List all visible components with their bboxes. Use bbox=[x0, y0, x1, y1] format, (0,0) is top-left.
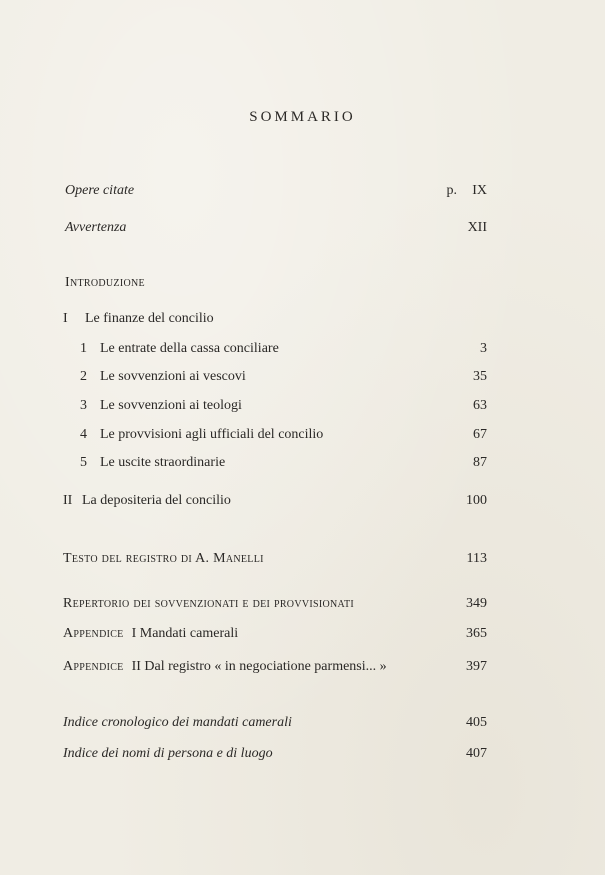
page-title: SOMMARIO bbox=[249, 109, 356, 125]
toc-item bbox=[0, 395, 605, 417]
section-heading: Introduzione bbox=[65, 275, 145, 290]
toc-appendix-label bbox=[63, 656, 387, 678]
toc-item bbox=[0, 338, 605, 360]
toc-label: Le entrate della cassa conciliare bbox=[100, 341, 279, 356]
toc-appendix bbox=[0, 656, 605, 678]
item-number: 1 bbox=[80, 341, 87, 356]
toc-label: Le sovvenzioni ai teologi bbox=[100, 398, 242, 413]
item-number: 3 bbox=[80, 398, 87, 413]
toc-appendix bbox=[0, 623, 605, 645]
toc-label: Testo del registro di A. Manelli bbox=[63, 551, 264, 566]
toc-item-label bbox=[80, 452, 225, 474]
toc-label: Avvertenza bbox=[65, 220, 127, 235]
toc-page: 63 bbox=[473, 398, 487, 413]
toc-label: Indice cronologico dei mandati camerali bbox=[63, 715, 292, 730]
toc-index bbox=[0, 743, 605, 765]
toc-item bbox=[0, 424, 605, 446]
toc-index bbox=[0, 712, 605, 734]
toc-entry-opere-citate bbox=[0, 180, 605, 202]
toc-section-repertorio bbox=[0, 593, 605, 615]
roman-numeral: I bbox=[63, 311, 68, 326]
toc-item-label bbox=[80, 338, 279, 360]
toc-item-label bbox=[80, 424, 323, 446]
roman-numeral: II bbox=[63, 493, 73, 508]
toc-page: 87 bbox=[473, 455, 487, 470]
appendix-word: Appendice bbox=[63, 659, 124, 674]
toc-label: Opere citate bbox=[65, 183, 135, 198]
toc-page: 405 bbox=[466, 715, 487, 730]
item-number: 5 bbox=[80, 455, 87, 470]
toc-label: Le finanze del concilio bbox=[85, 311, 214, 326]
toc-page: 365 bbox=[466, 626, 487, 641]
toc-page: XII bbox=[467, 220, 487, 235]
toc-appendix-label bbox=[63, 623, 238, 645]
toc-page: 100 bbox=[466, 493, 487, 508]
toc-part-label bbox=[63, 308, 214, 330]
toc-label: Le uscite straordinarie bbox=[100, 455, 226, 470]
toc-page: 349 bbox=[466, 596, 487, 611]
toc-label: Indice dei nomi di persona e di luogo bbox=[63, 746, 273, 761]
toc-label: La depositeria del concilio bbox=[82, 493, 231, 508]
toc-part-ii bbox=[0, 490, 605, 512]
toc-page: 67 bbox=[473, 427, 487, 442]
page-prefix: p. bbox=[446, 183, 457, 198]
toc-label: Le sovvenzioni ai vescovi bbox=[100, 369, 246, 384]
toc-item bbox=[0, 366, 605, 388]
toc-label: II Dal registro « in negociatione parmensi... » bbox=[131, 659, 387, 674]
toc-item bbox=[0, 452, 605, 474]
toc-entry-avvertenza bbox=[0, 217, 605, 239]
item-number: 4 bbox=[80, 427, 87, 442]
toc-section-testo bbox=[0, 548, 605, 570]
toc-page: 113 bbox=[466, 551, 487, 566]
appendix-word: Appendice bbox=[63, 626, 124, 641]
toc-item-label bbox=[80, 395, 242, 417]
toc-label: Le provvisioni agli ufficiali del concilio bbox=[100, 427, 324, 442]
toc-page: IX bbox=[472, 183, 487, 198]
toc-page: 397 bbox=[466, 659, 487, 674]
toc-page: 35 bbox=[473, 369, 487, 384]
toc-part-label bbox=[63, 490, 231, 512]
toc-label: I Mandati camerali bbox=[131, 626, 239, 641]
toc-label: Repertorio dei sovvenzionati e dei provvisionati bbox=[63, 596, 354, 611]
toc-part-i bbox=[0, 308, 605, 330]
toc-section-introduzione bbox=[0, 272, 605, 294]
toc-page: 3 bbox=[480, 341, 487, 356]
toc-page: 407 bbox=[466, 746, 487, 761]
toc-item-label bbox=[80, 366, 246, 388]
item-number: 2 bbox=[80, 369, 87, 384]
